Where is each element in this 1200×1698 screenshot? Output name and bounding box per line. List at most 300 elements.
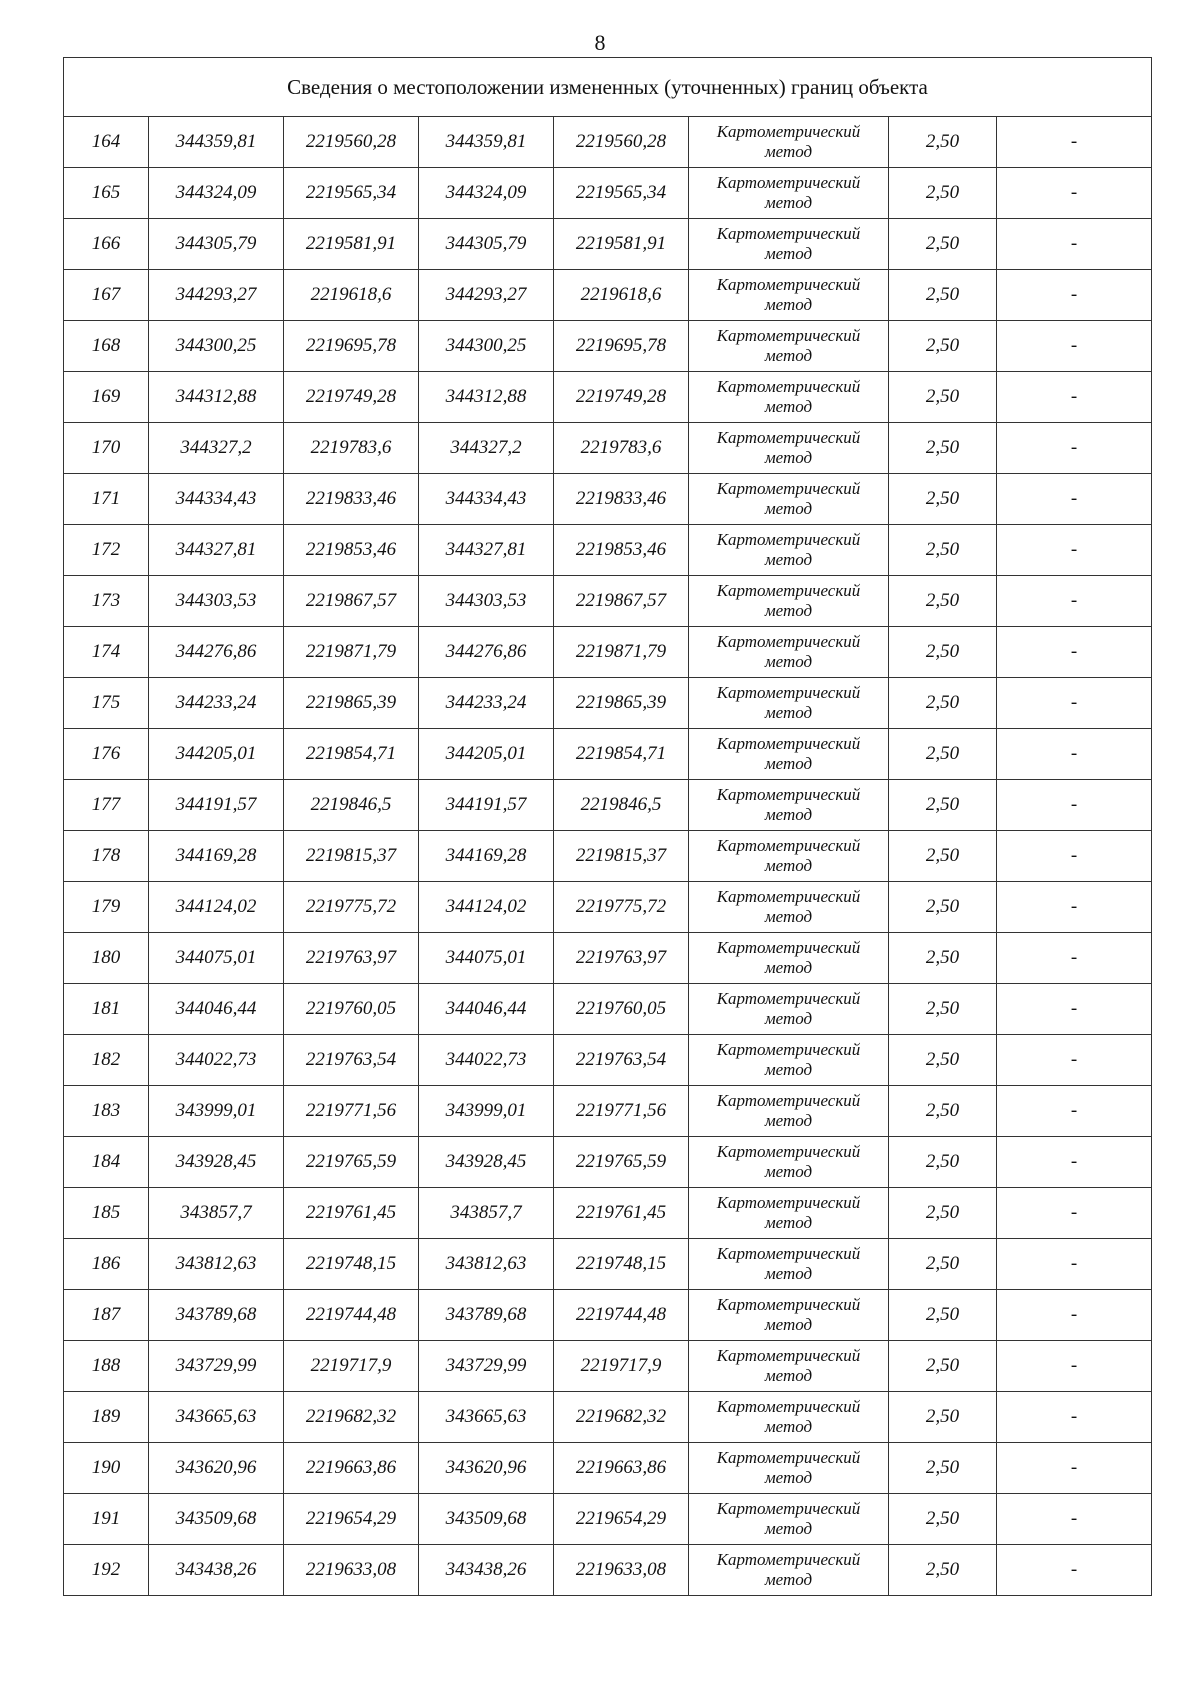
existing-y-cell: 2219867,57 xyxy=(284,576,419,627)
precision-cell: 2,50 xyxy=(889,780,997,831)
method-cell xyxy=(689,576,889,627)
refined-x-cell: 343509,68 xyxy=(419,1494,554,1545)
refined-x-cell: 344359,81 xyxy=(419,117,554,168)
precision-cell: 2,50 xyxy=(889,270,997,321)
method-line-2: метод xyxy=(764,346,813,365)
point-number-cell: 180 xyxy=(64,933,149,984)
refined-x-cell: 343438,26 xyxy=(419,1545,554,1596)
refined-x-cell: 343729,99 xyxy=(419,1341,554,1392)
refined-y-cell: 2219581,91 xyxy=(554,219,689,270)
method-line-2: метод xyxy=(764,856,813,875)
method-line-2: метод xyxy=(764,397,813,416)
description-cell: - xyxy=(997,1290,1152,1341)
existing-x-cell: 344327,81 xyxy=(149,525,284,576)
table-row xyxy=(64,1494,1152,1545)
existing-x-cell: 344300,25 xyxy=(149,321,284,372)
precision-cell: 2,50 xyxy=(889,372,997,423)
method-line-1: Картометрический xyxy=(716,428,861,447)
table-row xyxy=(64,1443,1152,1494)
method-line-1: Картометрический xyxy=(716,1346,861,1365)
refined-x-cell: 343928,45 xyxy=(419,1137,554,1188)
refined-x-cell: 344303,53 xyxy=(419,576,554,627)
method-line-1: Картометрический xyxy=(716,632,861,651)
method-line-2: метод xyxy=(764,550,813,569)
refined-y-cell: 2219865,39 xyxy=(554,678,689,729)
method-line-2: метод xyxy=(764,1162,813,1181)
method-cell xyxy=(689,423,889,474)
method-cell xyxy=(689,372,889,423)
existing-y-cell: 2219695,78 xyxy=(284,321,419,372)
method-line-2: метод xyxy=(764,1315,813,1334)
refined-x-cell: 344169,28 xyxy=(419,831,554,882)
existing-x-cell: 343789,68 xyxy=(149,1290,284,1341)
method-cell xyxy=(689,270,889,321)
method-cell xyxy=(689,1137,889,1188)
table-row xyxy=(64,474,1152,525)
refined-y-cell: 2219833,46 xyxy=(554,474,689,525)
description-cell: - xyxy=(997,831,1152,882)
precision-cell: 2,50 xyxy=(889,627,997,678)
point-number-cell: 177 xyxy=(64,780,149,831)
method-line-1: Картометрический xyxy=(716,326,861,345)
existing-y-cell: 2219775,72 xyxy=(284,882,419,933)
existing-y-cell: 2219815,37 xyxy=(284,831,419,882)
method-line-1: Картометрический xyxy=(716,1295,861,1314)
precision-cell: 2,50 xyxy=(889,474,997,525)
refined-y-cell: 2219771,56 xyxy=(554,1086,689,1137)
method-line-1: Картометрический xyxy=(716,785,861,804)
point-number-cell: 176 xyxy=(64,729,149,780)
description-cell: - xyxy=(997,219,1152,270)
method-line-1: Картометрический xyxy=(716,377,861,396)
table-row xyxy=(64,1341,1152,1392)
precision-cell: 2,50 xyxy=(889,678,997,729)
method-line-1: Картометрический xyxy=(716,530,861,549)
existing-x-cell: 344334,43 xyxy=(149,474,284,525)
existing-y-cell: 2219833,46 xyxy=(284,474,419,525)
refined-x-cell: 343665,63 xyxy=(419,1392,554,1443)
method-line-1: Картометрический xyxy=(716,1091,861,1110)
refined-x-cell: 344276,86 xyxy=(419,627,554,678)
description-cell: - xyxy=(997,321,1152,372)
table-body xyxy=(64,58,1152,1596)
existing-y-cell: 2219763,54 xyxy=(284,1035,419,1086)
precision-cell: 2,50 xyxy=(889,1290,997,1341)
method-line-1: Картометрический xyxy=(716,1142,861,1161)
point-number-cell: 190 xyxy=(64,1443,149,1494)
table-row xyxy=(64,984,1152,1035)
method-line-2: метод xyxy=(764,805,813,824)
refined-y-cell: 2219744,48 xyxy=(554,1290,689,1341)
existing-y-cell: 2219749,28 xyxy=(284,372,419,423)
refined-x-cell: 343999,01 xyxy=(419,1086,554,1137)
description-cell: - xyxy=(997,1392,1152,1443)
method-cell xyxy=(689,1239,889,1290)
method-line-2: метод xyxy=(764,1519,813,1538)
refined-x-cell: 344293,27 xyxy=(419,270,554,321)
table-row xyxy=(64,1035,1152,1086)
method-line-2: метод xyxy=(764,1417,813,1436)
point-number-cell: 166 xyxy=(64,219,149,270)
table-row xyxy=(64,1137,1152,1188)
point-number-cell: 185 xyxy=(64,1188,149,1239)
refined-y-cell: 2219853,46 xyxy=(554,525,689,576)
description-cell: - xyxy=(997,627,1152,678)
table-row xyxy=(64,1188,1152,1239)
method-line-1: Картометрический xyxy=(716,1448,861,1467)
precision-cell: 2,50 xyxy=(889,219,997,270)
existing-y-cell: 2219717,9 xyxy=(284,1341,419,1392)
refined-y-cell: 2219654,29 xyxy=(554,1494,689,1545)
method-line-2: метод xyxy=(764,244,813,263)
table-row xyxy=(64,525,1152,576)
existing-x-cell: 344359,81 xyxy=(149,117,284,168)
point-number-cell: 189 xyxy=(64,1392,149,1443)
method-line-1: Картометрический xyxy=(716,581,861,600)
existing-y-cell: 2219633,08 xyxy=(284,1545,419,1596)
method-line-1: Картометрический xyxy=(716,734,861,753)
point-number-cell: 191 xyxy=(64,1494,149,1545)
description-cell: - xyxy=(997,678,1152,729)
description-cell: - xyxy=(997,1035,1152,1086)
table-row xyxy=(64,423,1152,474)
existing-x-cell: 344191,57 xyxy=(149,780,284,831)
refined-y-cell: 2219663,86 xyxy=(554,1443,689,1494)
existing-y-cell: 2219565,34 xyxy=(284,168,419,219)
existing-x-cell: 344293,27 xyxy=(149,270,284,321)
coordinates-table xyxy=(63,57,1152,1596)
method-line-2: метод xyxy=(764,1570,813,1589)
method-line-1: Картометрический xyxy=(716,1397,861,1416)
existing-y-cell: 2219663,86 xyxy=(284,1443,419,1494)
method-cell xyxy=(689,1035,889,1086)
description-cell: - xyxy=(997,1086,1152,1137)
table-row xyxy=(64,882,1152,933)
point-number-cell: 187 xyxy=(64,1290,149,1341)
refined-y-cell: 2219871,79 xyxy=(554,627,689,678)
method-line-1: Картометрический xyxy=(716,224,861,243)
precision-cell: 2,50 xyxy=(889,1035,997,1086)
precision-cell: 2,50 xyxy=(889,1545,997,1596)
point-number-cell: 179 xyxy=(64,882,149,933)
existing-x-cell: 343620,96 xyxy=(149,1443,284,1494)
method-cell xyxy=(689,882,889,933)
existing-x-cell: 343665,63 xyxy=(149,1392,284,1443)
refined-x-cell: 344046,44 xyxy=(419,984,554,1035)
existing-x-cell: 344303,53 xyxy=(149,576,284,627)
method-line-1: Картометрический xyxy=(716,1193,861,1212)
existing-y-cell: 2219783,6 xyxy=(284,423,419,474)
refined-y-cell: 2219748,15 xyxy=(554,1239,689,1290)
precision-cell: 2,50 xyxy=(889,984,997,1035)
existing-x-cell: 344312,88 xyxy=(149,372,284,423)
refined-x-cell: 344075,01 xyxy=(419,933,554,984)
existing-y-cell: 2219581,91 xyxy=(284,219,419,270)
refined-x-cell: 344022,73 xyxy=(419,1035,554,1086)
refined-y-cell: 2219815,37 xyxy=(554,831,689,882)
method-cell xyxy=(689,933,889,984)
existing-y-cell: 2219744,48 xyxy=(284,1290,419,1341)
method-line-1: Картометрический xyxy=(716,122,861,141)
description-cell: - xyxy=(997,270,1152,321)
point-number-cell: 165 xyxy=(64,168,149,219)
method-cell xyxy=(689,1188,889,1239)
point-number-cell: 192 xyxy=(64,1545,149,1596)
method-cell xyxy=(689,984,889,1035)
table-row xyxy=(64,1290,1152,1341)
refined-x-cell: 344327,2 xyxy=(419,423,554,474)
method-line-2: метод xyxy=(764,1009,813,1028)
description-cell: - xyxy=(997,1443,1152,1494)
table-title: Сведения о местоположении измененных (уточненных) границ объекта xyxy=(64,58,1152,117)
existing-x-cell: 344205,01 xyxy=(149,729,284,780)
existing-y-cell: 2219560,28 xyxy=(284,117,419,168)
method-line-1: Картометрический xyxy=(716,173,861,192)
method-line-2: метод xyxy=(764,193,813,212)
refined-y-cell: 2219854,71 xyxy=(554,729,689,780)
precision-cell: 2,50 xyxy=(889,1341,997,1392)
refined-y-cell: 2219783,6 xyxy=(554,423,689,474)
refined-y-cell: 2219695,78 xyxy=(554,321,689,372)
existing-x-cell: 344124,02 xyxy=(149,882,284,933)
description-cell: - xyxy=(997,1137,1152,1188)
table-row xyxy=(64,1545,1152,1596)
existing-y-cell: 2219854,71 xyxy=(284,729,419,780)
method-cell xyxy=(689,729,889,780)
description-cell: - xyxy=(997,882,1152,933)
refined-y-cell: 2219565,34 xyxy=(554,168,689,219)
point-number-cell: 178 xyxy=(64,831,149,882)
existing-y-cell: 2219771,56 xyxy=(284,1086,419,1137)
method-cell xyxy=(689,1086,889,1137)
method-cell xyxy=(689,780,889,831)
existing-y-cell: 2219761,45 xyxy=(284,1188,419,1239)
refined-x-cell: 343789,68 xyxy=(419,1290,554,1341)
precision-cell: 2,50 xyxy=(889,1239,997,1290)
method-line-2: метод xyxy=(764,907,813,926)
method-cell xyxy=(689,678,889,729)
refined-x-cell: 344124,02 xyxy=(419,882,554,933)
description-cell: - xyxy=(997,1341,1152,1392)
description-cell: - xyxy=(997,984,1152,1035)
method-cell xyxy=(689,219,889,270)
existing-x-cell: 344075,01 xyxy=(149,933,284,984)
table-row xyxy=(64,831,1152,882)
point-number-cell: 183 xyxy=(64,1086,149,1137)
table-row xyxy=(64,627,1152,678)
method-cell xyxy=(689,117,889,168)
method-line-1: Картометрический xyxy=(716,683,861,702)
method-line-2: метод xyxy=(764,1111,813,1130)
refined-y-cell: 2219749,28 xyxy=(554,372,689,423)
point-number-cell: 170 xyxy=(64,423,149,474)
refined-x-cell: 344312,88 xyxy=(419,372,554,423)
refined-y-cell: 2219682,32 xyxy=(554,1392,689,1443)
method-line-2: метод xyxy=(764,601,813,620)
description-cell: - xyxy=(997,1545,1152,1596)
method-line-1: Картометрический xyxy=(716,938,861,957)
description-cell: - xyxy=(997,1239,1152,1290)
description-cell: - xyxy=(997,1494,1152,1545)
description-cell: - xyxy=(997,168,1152,219)
table-row xyxy=(64,576,1152,627)
method-line-1: Картометрический xyxy=(716,479,861,498)
method-line-1: Картометрический xyxy=(716,887,861,906)
existing-y-cell: 2219871,79 xyxy=(284,627,419,678)
point-number-cell: 171 xyxy=(64,474,149,525)
refined-x-cell: 343620,96 xyxy=(419,1443,554,1494)
existing-x-cell: 343509,68 xyxy=(149,1494,284,1545)
method-line-1: Картометрический xyxy=(716,1040,861,1059)
method-cell xyxy=(689,831,889,882)
point-number-cell: 184 xyxy=(64,1137,149,1188)
point-number-cell: 186 xyxy=(64,1239,149,1290)
method-cell xyxy=(689,1341,889,1392)
precision-cell: 2,50 xyxy=(889,933,997,984)
existing-y-cell: 2219682,32 xyxy=(284,1392,419,1443)
precision-cell: 2,50 xyxy=(889,525,997,576)
method-line-2: метод xyxy=(764,1264,813,1283)
refined-x-cell: 344191,57 xyxy=(419,780,554,831)
table-row xyxy=(64,117,1152,168)
table-row xyxy=(64,321,1152,372)
method-cell xyxy=(689,525,889,576)
precision-cell: 2,50 xyxy=(889,729,997,780)
page-number: 8 xyxy=(594,30,606,55)
point-number-cell: 164 xyxy=(64,117,149,168)
existing-y-cell: 2219748,15 xyxy=(284,1239,419,1290)
refined-y-cell: 2219867,57 xyxy=(554,576,689,627)
point-number-cell: 168 xyxy=(64,321,149,372)
existing-x-cell: 344276,86 xyxy=(149,627,284,678)
point-number-cell: 173 xyxy=(64,576,149,627)
table-row xyxy=(64,1239,1152,1290)
existing-x-cell: 343928,45 xyxy=(149,1137,284,1188)
method-cell xyxy=(689,474,889,525)
method-line-1: Картометрический xyxy=(716,275,861,294)
existing-x-cell: 344324,09 xyxy=(149,168,284,219)
point-number-cell: 181 xyxy=(64,984,149,1035)
refined-y-cell: 2219717,9 xyxy=(554,1341,689,1392)
precision-cell: 2,50 xyxy=(889,1137,997,1188)
method-cell xyxy=(689,1290,889,1341)
precision-cell: 2,50 xyxy=(889,1494,997,1545)
method-line-2: метод xyxy=(764,1060,813,1079)
existing-y-cell: 2219760,05 xyxy=(284,984,419,1035)
precision-cell: 2,50 xyxy=(889,423,997,474)
refined-x-cell: 344233,24 xyxy=(419,678,554,729)
table-row xyxy=(64,678,1152,729)
existing-x-cell: 344169,28 xyxy=(149,831,284,882)
existing-x-cell: 344305,79 xyxy=(149,219,284,270)
method-line-1: Картометрический xyxy=(716,989,861,1008)
existing-y-cell: 2219865,39 xyxy=(284,678,419,729)
precision-cell: 2,50 xyxy=(889,117,997,168)
description-cell: - xyxy=(997,780,1152,831)
method-cell xyxy=(689,1443,889,1494)
point-number-cell: 188 xyxy=(64,1341,149,1392)
method-line-1: Картометрический xyxy=(716,1244,861,1263)
table-row xyxy=(64,780,1152,831)
refined-x-cell: 344327,81 xyxy=(419,525,554,576)
table-row xyxy=(64,1086,1152,1137)
point-number-cell: 182 xyxy=(64,1035,149,1086)
table-row xyxy=(64,372,1152,423)
existing-x-cell: 344327,2 xyxy=(149,423,284,474)
table-row xyxy=(64,270,1152,321)
refined-x-cell: 344305,79 xyxy=(419,219,554,270)
existing-x-cell: 344233,24 xyxy=(149,678,284,729)
table-title-row xyxy=(64,58,1152,117)
existing-x-cell: 344022,73 xyxy=(149,1035,284,1086)
point-number-cell: 172 xyxy=(64,525,149,576)
point-number-cell: 169 xyxy=(64,372,149,423)
method-cell xyxy=(689,321,889,372)
description-cell: - xyxy=(997,474,1152,525)
method-line-1: Картометрический xyxy=(716,836,861,855)
refined-x-cell: 343812,63 xyxy=(419,1239,554,1290)
precision-cell: 2,50 xyxy=(889,1086,997,1137)
existing-y-cell: 2219654,29 xyxy=(284,1494,419,1545)
existing-x-cell: 343729,99 xyxy=(149,1341,284,1392)
method-line-2: метод xyxy=(764,499,813,518)
method-line-2: метод xyxy=(764,754,813,773)
precision-cell: 2,50 xyxy=(889,576,997,627)
existing-y-cell: 2219763,97 xyxy=(284,933,419,984)
description-cell: - xyxy=(997,729,1152,780)
existing-y-cell: 2219846,5 xyxy=(284,780,419,831)
existing-y-cell: 2219765,59 xyxy=(284,1137,419,1188)
refined-x-cell: 344334,43 xyxy=(419,474,554,525)
method-cell xyxy=(689,1392,889,1443)
method-line-2: метод xyxy=(764,652,813,671)
refined-x-cell: 344300,25 xyxy=(419,321,554,372)
existing-x-cell: 344046,44 xyxy=(149,984,284,1035)
refined-x-cell: 344205,01 xyxy=(419,729,554,780)
existing-x-cell: 343857,7 xyxy=(149,1188,284,1239)
method-line-2: метод xyxy=(764,703,813,722)
method-line-1: Картометрический xyxy=(716,1499,861,1518)
precision-cell: 2,50 xyxy=(889,168,997,219)
refined-y-cell: 2219846,5 xyxy=(554,780,689,831)
description-cell: - xyxy=(997,423,1152,474)
description-cell: - xyxy=(997,525,1152,576)
method-line-2: метод xyxy=(764,1213,813,1232)
refined-y-cell: 2219763,54 xyxy=(554,1035,689,1086)
existing-x-cell: 343438,26 xyxy=(149,1545,284,1596)
point-number-cell: 175 xyxy=(64,678,149,729)
refined-y-cell: 2219765,59 xyxy=(554,1137,689,1188)
precision-cell: 2,50 xyxy=(889,1392,997,1443)
refined-y-cell: 2219761,45 xyxy=(554,1188,689,1239)
method-line-2: метод xyxy=(764,958,813,977)
method-line-2: метод xyxy=(764,295,813,314)
description-cell: - xyxy=(997,372,1152,423)
precision-cell: 2,50 xyxy=(889,882,997,933)
existing-y-cell: 2219853,46 xyxy=(284,525,419,576)
refined-y-cell: 2219763,97 xyxy=(554,933,689,984)
method-line-2: метод xyxy=(764,142,813,161)
description-cell: - xyxy=(997,576,1152,627)
table-row xyxy=(64,219,1152,270)
refined-x-cell: 343857,7 xyxy=(419,1188,554,1239)
precision-cell: 2,50 xyxy=(889,1188,997,1239)
point-number-cell: 174 xyxy=(64,627,149,678)
method-cell xyxy=(689,168,889,219)
refined-y-cell: 2219633,08 xyxy=(554,1545,689,1596)
method-cell xyxy=(689,627,889,678)
refined-y-cell: 2219618,6 xyxy=(554,270,689,321)
